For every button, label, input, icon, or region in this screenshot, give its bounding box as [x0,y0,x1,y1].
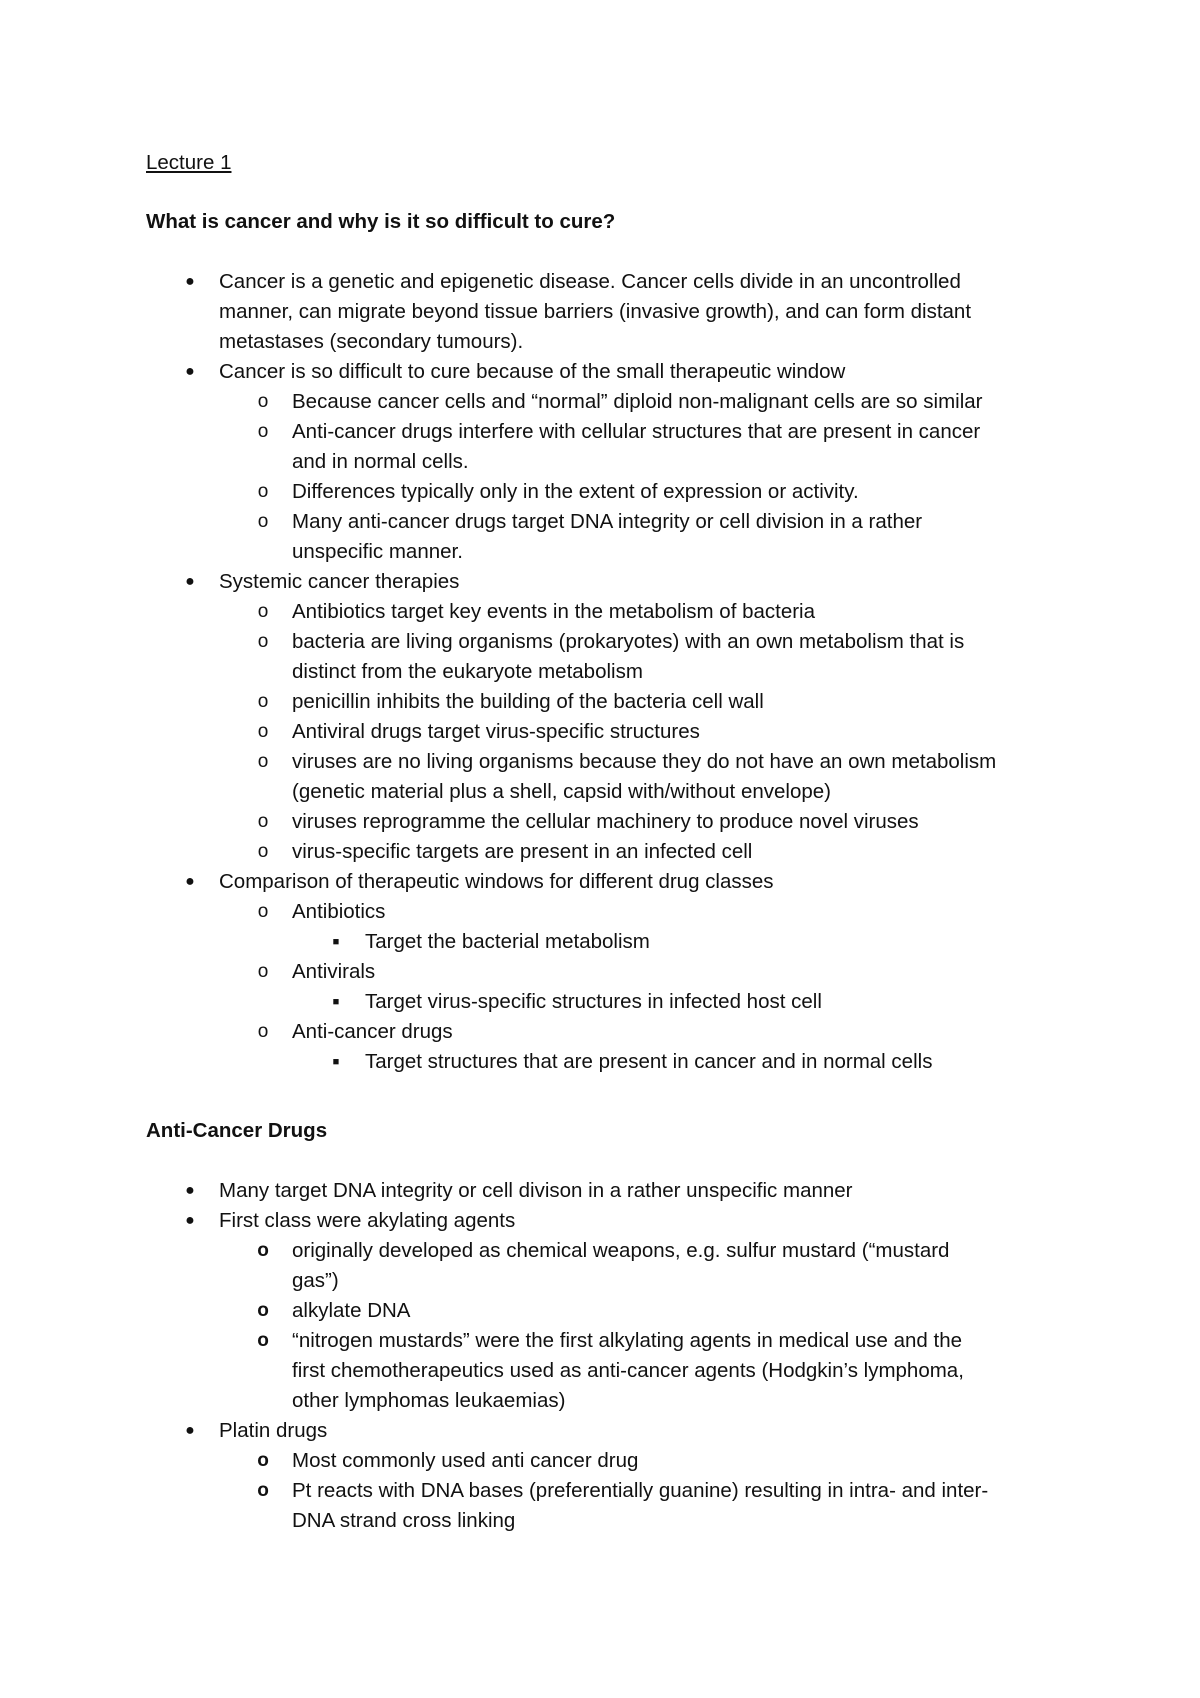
sub-bullet-circle-icon: o [257,691,269,712]
sub-bullet-text-continued: (genetic material plus a shell, capsid with/without envelope) [292,780,831,803]
sub-bullet-text: Antiviral drugs target virus-specific structures [292,720,700,743]
sub-bullet-text: Most commonly used anti cancer drug [292,1449,639,1472]
sub-sub-bullet-text: Target the bacterial metabolism [365,930,650,953]
bullet-text: Comparison of therapeutic windows for different drug classes [219,870,774,893]
bullet-dot-icon: ● [185,273,195,290]
sub-bullet-text-continued: other lymphomas leukaemias) [292,1389,566,1412]
sub-bullet-text-continued: unspecific manner. [292,540,463,563]
sub-bullet-circle-icon: o [257,421,269,442]
sub-bullet-text: virus-specific targets are present in an infected cell [292,840,753,863]
sub-sub-bullet-square-icon: ■ [332,936,340,948]
bullet-text-continued: manner, can migrate beyond tissue barriers (invasive growth), and can form distant [219,300,972,323]
sub-bullet-circle-icon: o [257,1330,269,1351]
sub-bullet-text: bacteria are living organisms (prokaryotes) with an own metabolism that is [292,630,965,653]
sub-bullet-text: Many anti-cancer drugs target DNA integrity or cell division in a rather [292,510,923,533]
sub-bullet-text-continued: DNA strand cross linking [292,1509,516,1532]
bullet-text-continued: metastases (secondary tumours). [219,330,524,353]
bullet-dot-icon: ● [185,1422,195,1439]
sub-bullet-text-continued: distinct from the eukaryote metabolism [292,660,643,683]
bullet-dot-icon: ● [185,1212,195,1229]
bullet-text: Platin drugs [219,1419,328,1442]
sub-bullet-text: originally developed as chemical weapons, e.g. sulfur mustard (“mustard [292,1239,950,1262]
sub-bullet-text: “nitrogen mustards” were the first alkylating agents in medical use and the [292,1329,963,1352]
bullet-dot-icon: ● [185,873,195,890]
lecture-title: Lecture 1 [146,151,232,174]
sub-bullet-circle-icon: o [257,1450,269,1471]
sub-bullet-text: Antibiotics target key events in the metabolism of bacteria [292,600,816,623]
sub-bullet-circle-icon: o [257,1480,269,1501]
sub-bullet-text: alkylate DNA [292,1299,411,1322]
sub-bullet-circle-icon: o [257,811,269,832]
sub-bullet-circle-icon: o [257,1300,269,1321]
sub-bullet-circle-icon: o [257,1021,269,1042]
sub-bullet-text: Antivirals [292,960,376,983]
sub-bullet-circle-icon: o [257,901,269,922]
sub-bullet-text: penicillin inhibits the building of the bacteria cell wall [292,690,764,713]
sub-sub-bullet-text: Target structures that are present in cancer and in normal cells [365,1050,933,1073]
bullet-dot-icon: ● [185,573,195,590]
sub-bullet-text: Anti-cancer drugs interfere with cellular structures that are present in cancer [292,420,981,443]
sub-bullet-circle-icon: o [257,961,269,982]
section2-heading: Anti-Cancer Drugs [146,1119,328,1142]
bullet-text: Cancer is so difficult to cure because of the small therapeutic window [219,360,846,383]
sub-bullet-circle-icon: o [257,841,269,862]
sub-bullet-circle-icon: o [257,511,269,532]
sub-bullet-text-continued: and in normal cells. [292,450,469,473]
sub-bullet-circle-icon: o [257,481,269,502]
sub-bullet-circle-icon: o [257,1240,269,1261]
sub-bullet-circle-icon: o [257,631,269,652]
bullet-dot-icon: ● [185,1182,195,1199]
bullet-text: Cancer is a genetic and epigenetic disease. Cancer cells divide in an uncontrolled [219,270,961,293]
sub-bullet-text: Differences typically only in the extent of expression or activity. [292,480,859,503]
bullet-dot-icon: ● [185,363,195,380]
sub-bullet-circle-icon: o [257,751,269,772]
sub-bullet-text: Pt reacts with DNA bases (preferentially guanine) resulting in intra- and inter- [292,1479,989,1502]
sub-bullet-text-continued: gas”) [292,1269,339,1292]
sub-bullet-circle-icon: o [257,391,269,412]
bullet-text: First class were akylating agents [219,1209,516,1232]
sub-bullet-text: viruses are no living organisms because they do not have an own metabolism [292,750,997,773]
bullet-text: Many target DNA integrity or cell divison in a rather unspecific manner [219,1179,853,1202]
sub-sub-bullet-text: Target virus-specific structures in infected host cell [365,990,822,1013]
sub-sub-bullet-square-icon: ■ [332,996,340,1008]
sub-bullet-text-continued: first chemotherapeutics used as anti-cancer agents (Hodgkin’s lymphoma, [292,1359,964,1382]
sub-bullet-circle-icon: o [257,721,269,742]
sub-bullet-circle-icon: o [257,601,269,622]
sub-sub-bullet-square-icon: ■ [332,1056,340,1068]
bullet-text: Systemic cancer therapies [219,570,460,593]
sub-bullet-text: Because cancer cells and “normal” diploid non-malignant cells are so similar [292,390,983,413]
sub-bullet-text: Anti-cancer drugs [292,1020,453,1043]
sub-bullet-text: viruses reprogramme the cellular machinery to produce novel viruses [292,810,919,833]
section1-heading: What is cancer and why is it so difficult to cure? [146,210,616,233]
sub-bullet-text: Antibiotics [292,900,386,923]
